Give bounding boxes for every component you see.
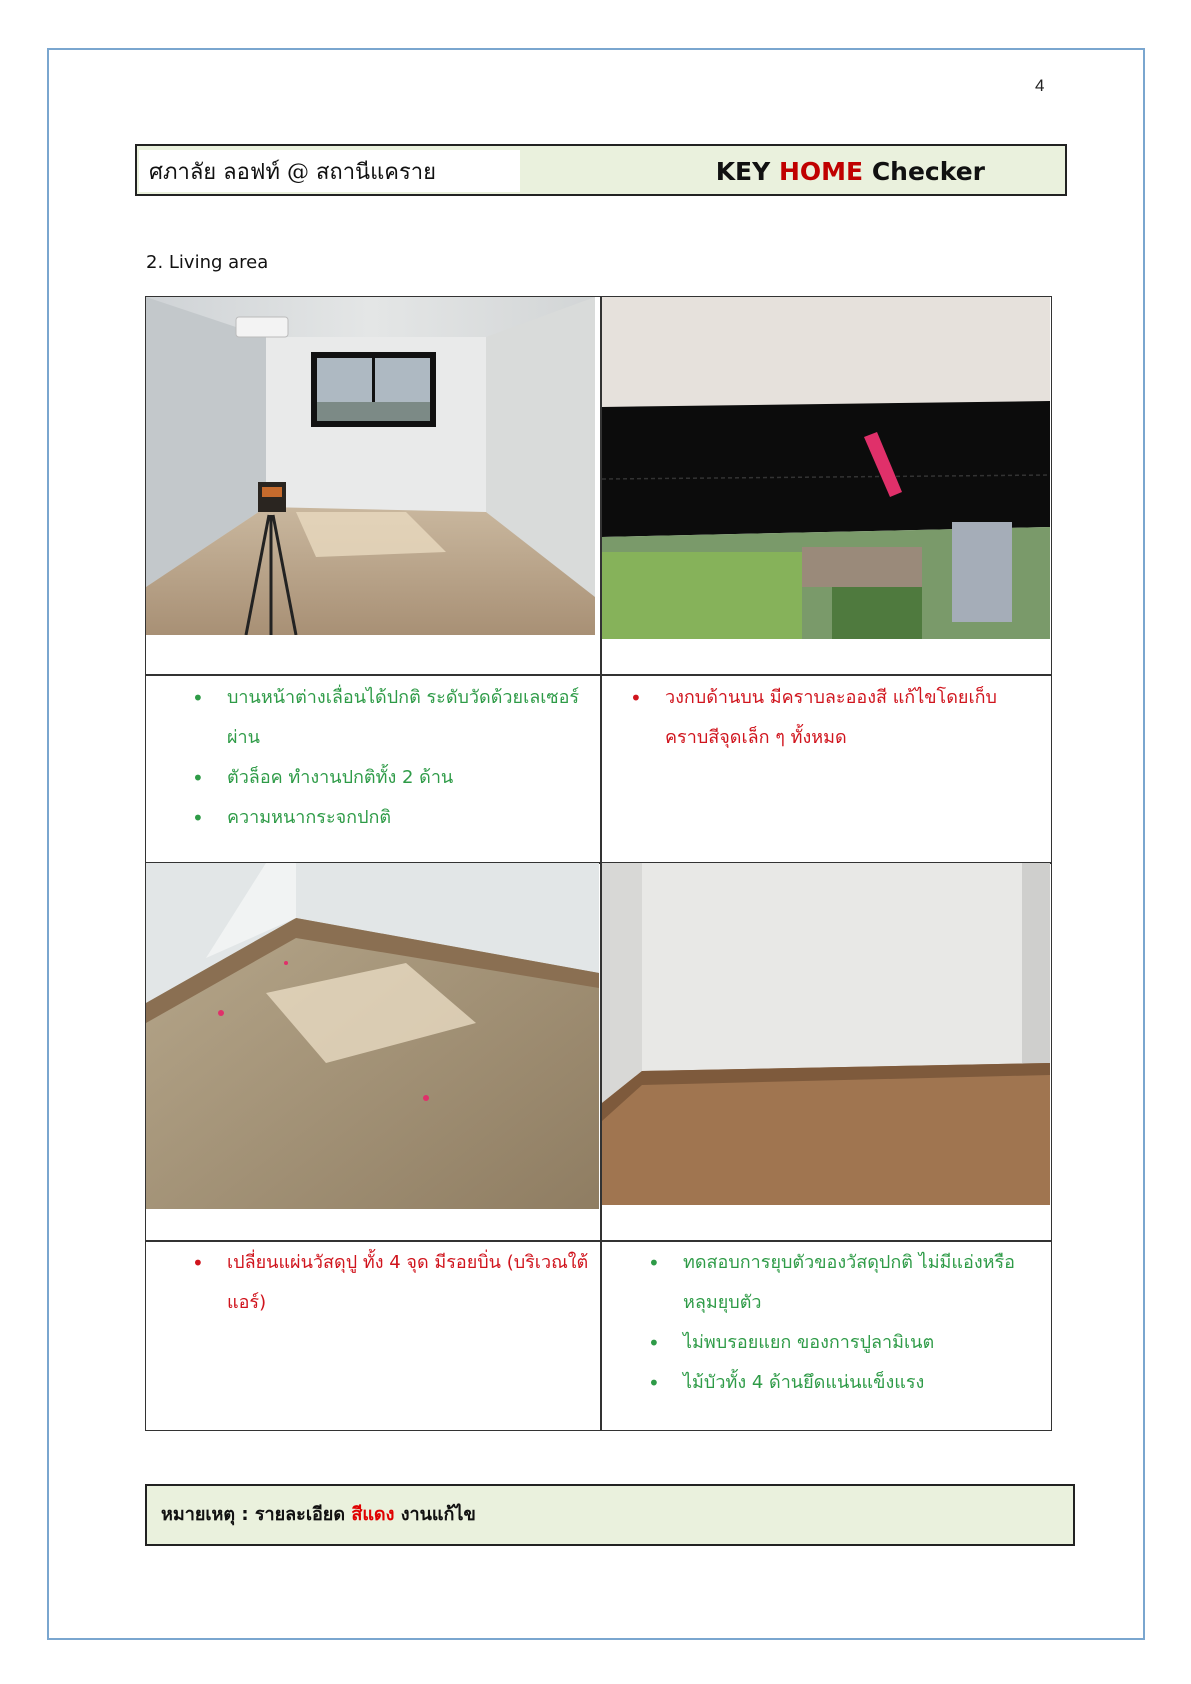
window-frame-closeup-photo: [602, 297, 1050, 639]
remark-box: [145, 1484, 1075, 1546]
floor-laminate-photo: [146, 863, 599, 1209]
list-item: • ไม่พบรอยแยก ของการปูลามิเนต: [648, 1331, 935, 1355]
list-item: • บานหน้าต่างเลื่อนได้ปกติ ระดับวัดด้วยเลเซอร์ผ่าน: [192, 686, 580, 748]
list-item: • ทดสอบการยุบตัวของวัสดุปกติ ไม่มีแอ่งหรือหลุมยุบตัว: [648, 1251, 1015, 1313]
remark-rest: งานแก้ไข: [400, 1504, 476, 1525]
brand-home: HOME: [778, 157, 864, 186]
list-item: • ตัวล็อค ทำงานปกติทั้ง 2 ด้าน: [192, 766, 454, 790]
list-item: • วงกบด้านบน มีคราบละอองสี แก้ไขโดยเก็บคราบสีจุดเล็ก ๆ ทั้งหมด: [630, 686, 997, 748]
notes-baseboard-list: [648, 1243, 1043, 1403]
brand-title: [716, 146, 985, 194]
list-item: • ไม้บัวทั้ง 4 ด้านยึดแน่นแข็งแรง: [648, 1371, 925, 1395]
notes-window-list: [192, 678, 592, 838]
section-title: 2. Living area: [146, 252, 269, 273]
living-room-overview-photo: [146, 297, 595, 635]
brand-checker: Checker: [871, 157, 985, 186]
brand-key: KEY: [715, 157, 771, 186]
list-item: • ความหนากระจกปกติ: [192, 806, 392, 830]
header-bar: [135, 144, 1067, 196]
table-divider: [145, 1240, 1052, 1242]
remark-label: หมายเหตุ : รายละเอียด: [161, 1504, 346, 1525]
project-name: ศภาลัย ลอฟท์ @ สถานีแคราย: [139, 150, 520, 192]
list-item: • เปลี่ยนแผ่นวัสดุปู ทั้ง 4 จุด มีรอยบิ่น (บริเวณใต้แอร์): [192, 1251, 589, 1313]
page-number: 4: [1035, 76, 1045, 95]
notes-floor-list: [192, 1243, 592, 1323]
baseboard-corner-photo: [602, 863, 1050, 1205]
table-divider: [145, 674, 1052, 676]
notes-frame-list: [630, 678, 1030, 758]
remark-highlight: สีแดง: [351, 1504, 395, 1525]
